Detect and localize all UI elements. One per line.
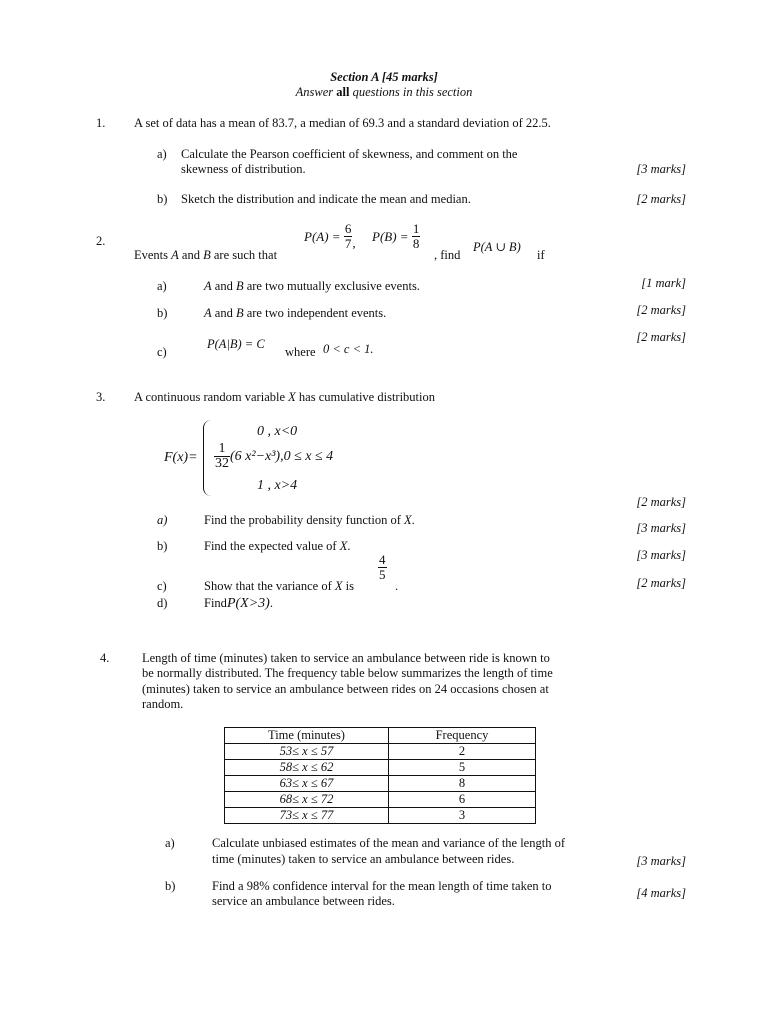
question-3-stem — [134, 390, 435, 405]
q2-stem-and: and — [178, 248, 204, 262]
q2-part-c-label: c) — [157, 345, 167, 359]
q3-part-d-end: . — [269, 596, 273, 610]
instructions-suffix: questions in this section — [349, 85, 473, 99]
q3-cdf-case-2-expression: (6 x²−x³),0 ≤ x ≤ 4 — [230, 449, 334, 464]
question-4-stem-line-2: be normally distributed. The frequency table below summarizes the length of time — [142, 666, 553, 680]
q2-part-c-where: where — [285, 345, 316, 359]
q2-part-a-event-b: B — [235, 279, 244, 293]
q3-part-c-frac — [378, 553, 387, 582]
q3-part-c-period: . — [395, 579, 399, 593]
question-2-number: 2. — [96, 234, 106, 248]
q3-cdf-case-2-fraction — [214, 442, 230, 471]
q2-stem-prefix: Events — [134, 248, 172, 262]
q3-stem-suffix: has cumulative distribution — [295, 390, 435, 404]
q3-cdf-brace — [203, 420, 214, 496]
q2-part-b-event-b: B — [235, 306, 244, 320]
q2-event-b: B — [203, 248, 211, 262]
q1-part-b-label: b) — [157, 192, 168, 206]
q2-pb-numerator: 1 — [412, 221, 420, 236]
q3-part-c-numerator: 4 — [379, 552, 386, 567]
q3-part-b-var: X — [339, 539, 348, 553]
q3-part-d-text-main: Find — [204, 596, 227, 610]
table-header-frequency: Frequency — [389, 728, 536, 744]
q3-part-c-mid: is — [342, 579, 354, 593]
q4-part-b-label: b) — [165, 879, 176, 893]
question-3-number: 3. — [96, 390, 106, 404]
q2-part-c-condition: 0 < c < 1. — [323, 342, 374, 356]
q2-part-b-label: b) — [157, 306, 168, 320]
q1-part-b-text: Sketch the distribution and indicate the mean and median. — [181, 192, 471, 206]
q3-variable-x: X — [288, 390, 296, 404]
q4-part-a-text-line2: time (minutes) taken to service an ambulance between rides. — [212, 852, 515, 866]
section-title: Section A [45 marks] — [330, 70, 438, 84]
table-row — [225, 792, 536, 808]
q2-union-expression: P(A ∪ B) — [473, 240, 521, 254]
q3-part-b-end: . — [347, 539, 351, 553]
q2-part-a-event-a: A — [204, 279, 212, 293]
q2-find: , find — [434, 248, 461, 262]
q3-part-a-marks: [2 marks] — [636, 495, 686, 509]
q3-part-c-text — [204, 579, 354, 594]
table-header-row — [225, 728, 536, 744]
q2-part-b-event-a: A — [204, 306, 212, 320]
question-4-stem-line-1: Length of time (minutes) taken to service an ambulance between ride is known to — [142, 651, 550, 665]
q3-part-c-marks: [3 marks] — [636, 548, 686, 562]
q2-part-a-text — [204, 279, 420, 294]
instructions-prefix: Answer — [295, 85, 337, 99]
instructions-bold: all — [336, 85, 350, 99]
q3-part-d-label: d) — [157, 596, 168, 610]
q2-part-c-expression: P(A|B) = C — [207, 337, 265, 351]
q3-part-c-label: c) — [157, 579, 167, 593]
q2-part-a-marks: [1 mark] — [641, 276, 686, 290]
q1-part-a-text-line2: skewness of distribution. — [181, 162, 306, 176]
q4-part-a-label: a) — [165, 836, 175, 850]
q2-part-b-text — [204, 306, 386, 321]
table-row — [225, 776, 536, 792]
q3-part-b-label: b) — [157, 539, 168, 553]
q1-part-a-marks: [3 marks] — [636, 162, 686, 176]
table-cell-time: 68≤ x ≤ 72 — [225, 792, 389, 808]
q3-cdf-case-1: 0 , x<0 — [257, 424, 298, 439]
q4-part-b-text-line2: service an ambulance between rides. — [212, 894, 395, 908]
table-cell-frequency: 6 — [389, 792, 536, 808]
question-4-number: 4. — [100, 651, 110, 665]
q3-cdf-case-2-numerator: 1 — [214, 442, 230, 457]
q4-part-a-marks: [3 marks] — [636, 854, 686, 868]
q4-part-b-marks: [4 marks] — [636, 886, 686, 900]
q3-part-d-expression: P(X>3) — [226, 596, 270, 611]
q2-event-a: A — [171, 248, 179, 262]
q2-pa-expression — [304, 222, 356, 251]
question-1-stem: A set of data has a mean of 83.7, a median of 69.3 and a standard deviation of 22.5. — [134, 116, 551, 130]
q2-pb-label: P(B) = — [372, 229, 409, 244]
q2-stem-mid: are such that — [210, 248, 278, 262]
question-4-stem-line-4: random. — [142, 697, 184, 711]
table-cell-frequency: 2 — [389, 744, 536, 760]
q2-part-a-label: a) — [157, 279, 167, 293]
q3-part-c-fraction — [378, 553, 387, 582]
q3-part-d-text — [204, 596, 273, 611]
q3-cdf-case-2 — [214, 442, 333, 471]
table-cell-frequency: 5 — [389, 760, 536, 776]
table-cell-time: 53≤ x ≤ 57 — [225, 744, 389, 760]
q3-part-a-end: . — [411, 513, 415, 527]
q2-pa-numerator: 6 — [344, 221, 352, 236]
q3-part-d-marks: [2 marks] — [636, 576, 686, 590]
q2-if: if — [537, 248, 545, 262]
q2-part-a-and: and — [211, 279, 236, 293]
question-1-number: 1. — [96, 116, 106, 130]
question-2-stem — [134, 248, 277, 263]
q2-pb-fraction — [412, 222, 421, 251]
q2-part-b-and: and — [211, 306, 236, 320]
q1-part-a-label: a) — [157, 147, 167, 161]
frequency-table — [224, 727, 536, 824]
q2-part-b-marks: [2 marks] — [636, 303, 686, 317]
table-cell-time: 63≤ x ≤ 67 — [225, 776, 389, 792]
q3-part-c-text-main: Show that the variance of — [204, 579, 335, 593]
q3-cdf-case-3: 1 , x>4 — [257, 478, 298, 493]
table-row — [225, 744, 536, 760]
q3-part-a-var: X — [403, 513, 412, 527]
q2-pb-expression — [372, 222, 420, 251]
q2-pa-denominator: 7 — [344, 236, 352, 251]
table-row — [225, 808, 536, 824]
q3-part-b-text-main: Find the expected value of — [204, 539, 340, 553]
q2-pb-denominator: 8 — [412, 236, 420, 251]
q3-part-a-label: a) — [157, 513, 168, 527]
q1-part-a-text-line1: Calculate the Pearson coefficient of skewness, and comment on the — [181, 147, 518, 161]
q3-cdf-label: F(x)= — [164, 450, 198, 465]
q3-part-c-var: X — [334, 579, 343, 593]
q2-part-b-rest: are two independent events. — [243, 306, 387, 320]
question-4-stem-line-3: (minutes) taken to service an ambulance between rides on 24 occasions chosen at — [142, 682, 549, 696]
q3-part-c-denominator: 5 — [379, 567, 386, 582]
q3-part-a-text-main: Find the probability density function of — [204, 513, 404, 527]
q2-part-a-rest: are two mutually exclusive events. — [243, 279, 420, 293]
table-cell-frequency: 8 — [389, 776, 536, 792]
q3-part-b-text — [204, 539, 350, 554]
q3-part-b-marks: [3 marks] — [636, 521, 686, 535]
section-instructions — [0, 85, 768, 100]
q1-part-b-marks: [2 marks] — [636, 192, 686, 206]
table-cell-frequency: 3 — [389, 808, 536, 824]
q3-stem-prefix: A continuous random variable — [134, 390, 289, 404]
q2-pa-comma: , — [352, 235, 356, 251]
q3-cdf-case-2-denominator: 32 — [215, 456, 229, 471]
table-cell-time: 73≤ x ≤ 77 — [225, 808, 389, 824]
table-header-time: Time (minutes) — [225, 728, 389, 744]
table-row — [225, 760, 536, 776]
q4-part-b-text-line1: Find a 98% confidence interval for the mean length of time taken to — [212, 879, 552, 893]
q2-part-c-marks: [2 marks] — [636, 330, 686, 344]
q4-part-a-text-line1: Calculate unbiased estimates of the mean and variance of the length of — [212, 836, 565, 850]
q3-part-a-text — [204, 513, 415, 528]
table-cell-time: 58≤ x ≤ 62 — [225, 760, 389, 776]
q2-pa-label: P(A) = — [304, 229, 341, 244]
